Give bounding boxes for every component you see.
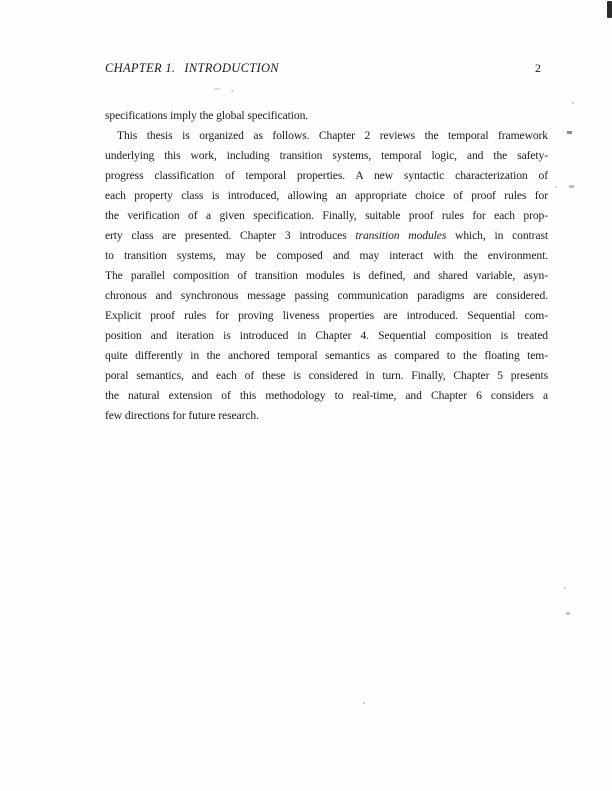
- page-number: 2: [535, 61, 541, 75]
- text-line: progress classification of temporal properties. A new syntactic characterization of: [105, 169, 548, 182]
- chapter-title: [105, 61, 279, 76]
- text-line: each property class is introduced, allowing an appropriate choice of proof rules for: [105, 189, 548, 202]
- scan-artifact: [555, 186, 557, 188]
- scan-edge-mark: [607, 1, 612, 18]
- text-line: underlying this work, including transition systems, temporal logic, and the safety-: [105, 149, 548, 162]
- text-line: few directions for future research.: [105, 409, 259, 422]
- scan-artifact: [564, 587, 566, 589]
- chapter-label: CHAPTER 1.: [105, 61, 176, 75]
- scan-artifact: [569, 185, 574, 188]
- text-line: specifications imply the global specification.: [105, 109, 309, 122]
- chapter-name: INTRODUCTION: [184, 61, 279, 75]
- scan-artifact: [214, 88, 220, 90]
- text-line: to transition systems, may be composed and may interact with the environment.: [105, 249, 548, 262]
- text-line: the verification of a given specification. Finally, suitable proof rules for each prop-: [105, 209, 548, 222]
- text-line: the natural extension of this methodology to real-time, and Chapter 6 considers a: [105, 389, 548, 402]
- scan-artifact: [363, 702, 365, 704]
- italic-term: transition modules: [355, 229, 447, 242]
- text-line: quite differently in the anchored temporal semantics as compared to the floating tem-: [105, 349, 548, 362]
- text-line: The parallel composition of transition modules is defined, and shared variable, asyn-: [105, 269, 548, 282]
- text-line: Explicit proof rules for proving liveness properties are introduced. Sequential com-: [105, 309, 548, 322]
- text-line: poral semantics, and each of these is considered in turn. Finally, Chapter 5 presents: [105, 369, 548, 382]
- text-line: This thesis is organized as follows. Chapter 2 reviews the temporal framework: [117, 129, 548, 142]
- text-line: [105, 226, 548, 246]
- thesis-overview-paragraph: [105, 106, 548, 426]
- scan-artifact: [567, 131, 572, 134]
- text-segment: erty class are presented. Chapter 3 introduces: [105, 229, 356, 242]
- text-line: position and iteration is introduced in Chapter 4. Sequential composition is treated: [105, 329, 548, 342]
- scan-artifact: [566, 612, 570, 615]
- scan-artifact: [572, 102, 574, 104]
- text-segment: which, in contrast: [446, 229, 548, 242]
- text-line: chronous and synchronous message passing communication paradigms are considered.: [105, 289, 548, 302]
- running-head: [105, 61, 541, 76]
- scan-artifact: [231, 90, 234, 92]
